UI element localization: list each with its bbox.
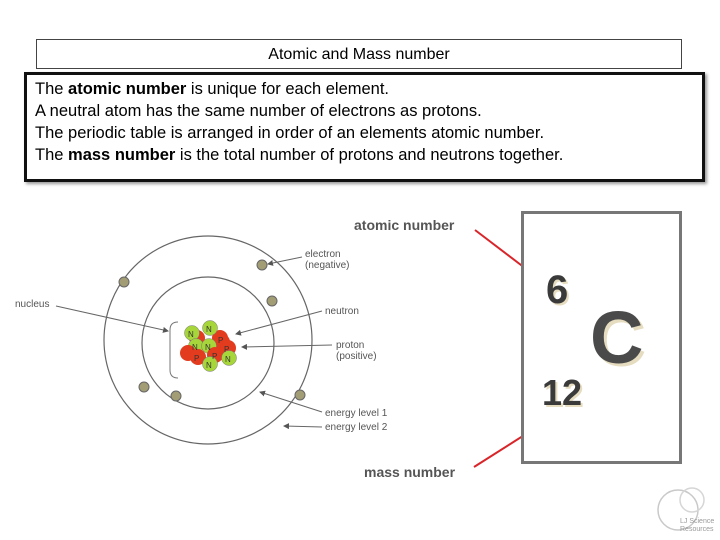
electron-label: electron (negative) — [305, 249, 350, 271]
proton-letter: P — [218, 336, 224, 345]
electron — [139, 382, 149, 392]
nucleus-bracket — [170, 322, 178, 378]
info-line-2: A neutral atom has the same number of electrons as protons. — [35, 102, 482, 120]
proton-pointer — [242, 345, 332, 347]
proton-label: proton (positive) — [336, 340, 377, 362]
electron — [257, 260, 267, 270]
energy-level-1-label: energy level 1 — [325, 408, 388, 419]
neutron-letter: N — [206, 361, 212, 370]
energy-level-1-pointer — [260, 392, 322, 412]
neutron-letter: N — [192, 343, 198, 352]
energy-level-2-label: energy level 2 — [325, 422, 388, 433]
neutron-letter: N — [225, 355, 231, 364]
slide-title: Atomic and Mass number — [36, 39, 682, 69]
neutron-letter: N — [206, 325, 212, 334]
electron — [295, 390, 305, 400]
energy-level-2-pointer — [284, 426, 322, 427]
proton-letter: P — [194, 354, 200, 363]
proton-letter: P — [212, 352, 218, 361]
electron — [267, 296, 277, 306]
neutron-pointer — [236, 311, 322, 334]
atomic-number-caption: atomic number — [354, 217, 455, 233]
nucleus-label: nucleus — [15, 299, 50, 310]
neutron-letter: N — [205, 343, 211, 352]
proton-letter: P — [224, 345, 230, 354]
info-line-4: The mass number is the total number of protons and neutrons together. — [35, 146, 564, 164]
electron — [119, 277, 129, 287]
neutron-letter: N — [188, 330, 194, 339]
mass-number-value: 12 — [542, 372, 583, 413]
logo-text: LJ Science Resources — [680, 518, 715, 533]
atomic-number-value: 6 — [546, 268, 569, 312]
neutron-label: neutron — [325, 306, 359, 317]
electron-pointer — [268, 257, 302, 264]
electron — [171, 391, 181, 401]
mass-number-caption: mass number — [364, 464, 456, 480]
element-symbol: C — [590, 296, 644, 379]
info-line-3: The periodic table is arranged in order of an elements atomic number. — [35, 124, 545, 142]
info-line-1: The atomic number is unique for each element. — [35, 80, 390, 98]
